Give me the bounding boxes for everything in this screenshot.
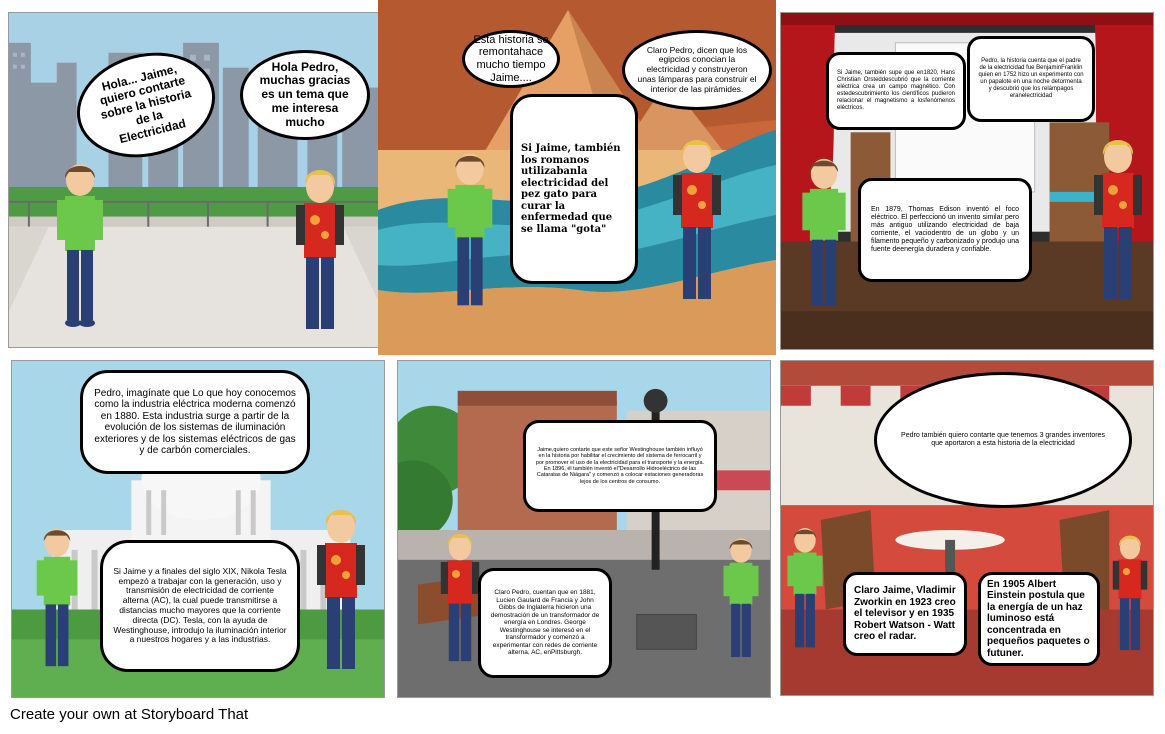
speech-bubble-pedro [478, 568, 612, 678]
speech-text: Claro Pedro, dicen que los egipcios conocian la electricidad y construyeron unas lámparas para construir el interior de las pirámides. [637, 44, 757, 94]
speech-text: Jaime,quiero contarte que este señor Westinghouse también influyó en la historia por habilitar el crecimiento del sistema de ferrocarril y por promover el uso de la electricidad para el transporte y la energía. En 1896, él también inventó el"Desarrollo Hidroeléctrico de las Cataratas de Niágara" y comenzó a colocar estaciones generadoras lejos de los centros de consumo. [535, 447, 705, 485]
speech-bubble-pedro [967, 36, 1095, 122]
speech-text: Claro Jaime, Vladimir Zworkin en 1923 creo el televisor y en 1935 Robert Watson - Watt creo el radar. [854, 585, 956, 643]
pedro-character [672, 135, 722, 310]
speech-text: En 1905 Albert Einstein postula que la energía de un haz luminoso está concentrada en pequeños paquetes o futuner. [987, 578, 1090, 659]
speech-bubble-jaime [462, 30, 560, 88]
speech-bubble-jaime [100, 540, 300, 672]
speech-bubble-pedro [240, 50, 370, 140]
jaime-character [800, 155, 848, 315]
speech-bubble-pedro [622, 30, 772, 110]
speech-text: Si Jaime y a finales del siglo XIX, Nikola Tesla empezó a trabajar con la generación, uso y transmisión de electricidad de corriente alterna (AC), la cual puede transmitirse a distancias mucho mayores que la corriente directa (DC). Tesla, con la ayuda de Westinghouse, introdujo la iluminación interior a nuestros hogares y a las industrias. [113, 565, 287, 645]
jaime-character [55, 160, 105, 330]
pedro-character [316, 505, 366, 680]
jaime-character [445, 150, 495, 315]
pedro-character [440, 530, 480, 670]
jaime-character [785, 525, 825, 655]
speech-bubble-jaime [826, 52, 966, 130]
speech-bubble-jaime [510, 94, 638, 284]
speech-text: Si Jaime, también los romanos utilizabanla electricidad del pez gato para curar la enfermedad que se llama "gota" [521, 143, 621, 235]
footer-link[interactable]: Create your own at Storyboard That [10, 706, 249, 723]
pedro-character [1093, 135, 1143, 310]
jaime-character [33, 525, 81, 675]
jaime-character [722, 535, 760, 665]
speech-text: Pedro también quiero contarte que tenemos 3 grandes inventores que aportaron a esta historia de la electricidad [901, 431, 1105, 447]
speech-bubble-pedro [858, 178, 1032, 282]
speech-bubble-pedro [843, 572, 967, 656]
speech-text: Esta historia se remontahace mucho tiempo Jaime.... [473, 33, 549, 84]
speech-text: Hola... Jaime, quiero contarte sobre la historia de la Electricidad [98, 61, 193, 146]
speech-bubble-jaime [523, 420, 717, 512]
speech-bubble-pedro [80, 370, 310, 474]
speech-text: Pedro, la historia cuenta que el padre de la electricidad fue BenjaminFranklin quien en 1752 hizo un experimento con un papalote en una noche detormenta y descubrió que los relámpagos eranelectricidad [978, 58, 1084, 99]
pedro-character [1112, 530, 1148, 660]
speech-text: En 1879, Thomas Edison inventó el foco eléctrico. El perfeccionó un invento similar pero más antiguo utilizando electricidad de baja corriente, el vaciodentro de un globo y un filamento pequeño y carbonizado y produjo una fuente deenergía duradera y confiable. [871, 205, 1019, 254]
speech-text: Si Jaime, también supe que en1820, Hans Christian Orsteddescubrió que la corriente eléctrica crea un campo magnético. Con estedescubrimiento los científicos pudieron relacionar el magnetismo a losfenómenos eléctricos. [837, 70, 955, 111]
speech-text: Pedro, imagínate que Lo que hoy conocemos como la industria eléctrica moderna comenzó en 1880. Esta industria surge a partir de la evolución de los sistemas de iluminación exteriores y de los sistemas eléctricos de gas y de carbón comerciales. [94, 387, 296, 456]
speech-bubble-jaime [874, 372, 1132, 508]
speech-text: Claro Pedro, cuentan que en 1881, Lucien Gaulard de Francia y John Gibbs de Inglaterra hicieron una demostración de un transformador de energía en Londres. George Westinghouse se interesó en el transformador y comenzó a experimentar con redes de corriente alterna, AC, enPittsburgh. [490, 589, 600, 657]
pedro-character [295, 165, 345, 340]
speech-bubble-jaime [978, 572, 1100, 666]
speech-text: Hola Pedro, muchas gracias es un tema que me interesa mucho [259, 59, 351, 129]
